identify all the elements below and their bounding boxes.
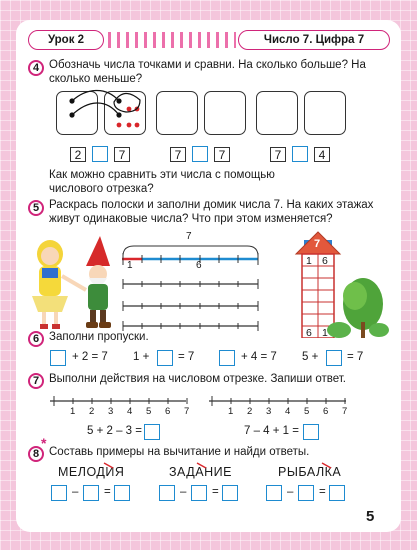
task-6-expression-2a: 1 +	[133, 351, 150, 363]
task-8-text: Составь примеры на вычитание и найди ответы.	[49, 446, 310, 458]
line-1-tick-6: 6	[165, 406, 171, 417]
task-8-ex1-box-2[interactable]	[83, 485, 99, 501]
task-8-ex1-equals: =	[104, 486, 111, 498]
task-4-left-number-1: 2	[70, 147, 86, 162]
segment-right-label: 6	[196, 260, 202, 271]
task-8-ex3-box-2[interactable]	[298, 485, 314, 501]
task-7-text: Выполни действия на числовом отрезке. Запиши ответ.	[49, 373, 346, 385]
task-8-ex1-box-3[interactable]	[114, 485, 130, 501]
task-8-word-2: ЗАДАНИЕ	[169, 465, 232, 479]
line-2-tick-3: 3	[266, 406, 272, 417]
line-2-tick-6: 6	[323, 406, 329, 417]
line-2-tick-1: 1	[228, 406, 234, 417]
task-6-expression-2b: = 7	[178, 351, 195, 363]
line-2-tick-5: 5	[304, 406, 310, 417]
line-2-tick-2: 2	[247, 406, 253, 417]
line-2-tick-4: 4	[285, 406, 291, 417]
task-4-right-number-3: 4	[314, 147, 330, 162]
workbook-page	[16, 20, 401, 532]
task-8-ex3-minus: –	[287, 486, 294, 498]
task-4-text: Обозначь числа точками и сравни. На сколько больше? На сколько меньше?	[49, 59, 366, 85]
task-6-expression-1: + 2 = 7	[72, 351, 108, 363]
task-8-strike-marks	[16, 20, 401, 532]
segment-left-label: 1	[127, 260, 133, 271]
task-4-left-number-3: 7	[270, 147, 286, 162]
task-6-text: Заполни пропуски.	[49, 331, 149, 343]
line-1-tick-4: 4	[127, 406, 133, 417]
task-4-question: Как можно сравнить эти числа с помощью числового отрезка?	[49, 169, 275, 195]
task-7-number: 7	[28, 373, 44, 389]
house-floor-7-right: 1	[322, 327, 328, 339]
lesson-text: Урок 2	[47, 34, 85, 46]
topic-text: Число 7. Цифра 7	[263, 34, 365, 46]
task-4-number: 4	[28, 60, 44, 76]
task-8-word-3: РЫБАЛКА	[278, 465, 342, 479]
task-5-number: 5	[28, 200, 44, 216]
task-8-ex2-minus: –	[180, 486, 187, 498]
task-4-right-number-2: 7	[214, 147, 230, 162]
page-number: 5	[366, 508, 375, 525]
task-8-ex1-minus: –	[72, 486, 79, 498]
task-8-ex3-equals: =	[319, 486, 326, 498]
task-8-ex2-box-2[interactable]	[191, 485, 207, 501]
line-1-tick-1: 1	[70, 406, 76, 417]
line-1-tick-7: 7	[184, 406, 190, 417]
house-roof-number: 7	[314, 238, 321, 250]
segment-total-label: 7	[186, 231, 192, 242]
task-8-word-1: МЕЛОДИЯ	[58, 465, 125, 479]
task-8-ex3-box-3[interactable]	[329, 485, 345, 501]
task-6-number: 6	[28, 331, 44, 347]
task-8-ex3-box-1[interactable]	[266, 485, 282, 501]
task-7-expression-2: 7 – 4 + 1 =	[244, 425, 299, 437]
line-1-tick-3: 3	[108, 406, 114, 417]
task-8-ex1-box-1[interactable]	[51, 485, 67, 501]
task-7-expression-1: 5 + 2 – 3 =	[87, 425, 142, 437]
task-6-expression-4b: = 7	[347, 351, 364, 363]
task-6-expression-4a: 5 +	[302, 351, 319, 363]
line-1-tick-5: 5	[146, 406, 152, 417]
task-4-right-number-1: 7	[114, 147, 130, 162]
line-2-tick-7: 7	[342, 406, 348, 417]
task-6-expression-3: + 4 = 7	[241, 351, 277, 363]
house-floor-7-left: 6	[306, 327, 312, 339]
task-8-number: 8	[28, 446, 44, 462]
line-1-tick-2: 2	[89, 406, 95, 417]
task-8-ex2-box-1[interactable]	[159, 485, 175, 501]
task-8-ex2-equals: =	[212, 486, 219, 498]
house-floor-1-right: 6	[322, 255, 328, 267]
task-5-text: Раскрась полоски и заполни домик числа 7. На каких этажах живут одинаковые числа? Что при этом изменяется?	[49, 199, 374, 225]
house-floor-1-left: 1	[306, 255, 312, 267]
task-8-ex2-box-3[interactable]	[222, 485, 238, 501]
task-8-star: *	[41, 435, 47, 451]
task-4-left-number-2: 7	[170, 147, 186, 162]
